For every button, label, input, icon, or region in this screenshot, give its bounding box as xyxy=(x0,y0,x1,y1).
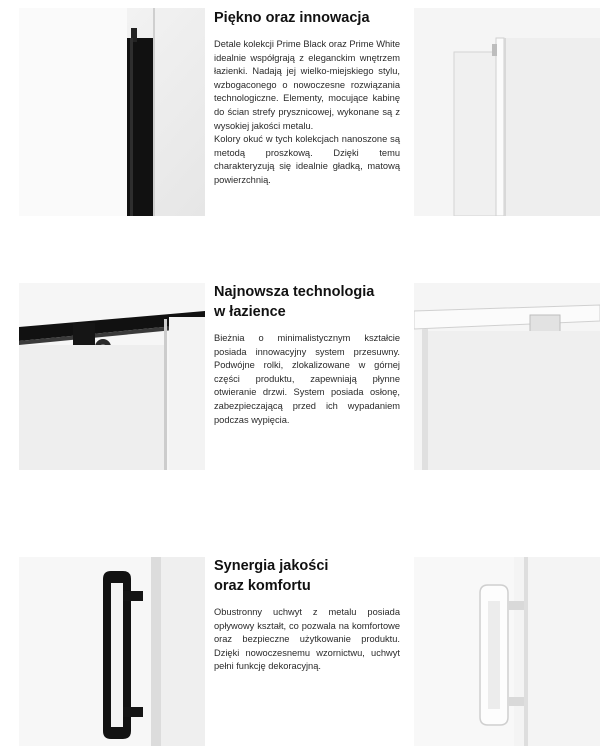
black-profile-photo xyxy=(19,8,205,216)
black-roller-photo xyxy=(19,283,205,470)
section-2-text xyxy=(214,282,400,427)
section-3-heading: Synergia jakości oraz komfortu xyxy=(214,558,329,594)
white-roller-photo xyxy=(414,283,600,470)
section-3-paragraph: Obustronny uchwyt z metalu posiada opływowy kształt, co pozwala na komfortowe oraz bezpieczne użytkowanie produktu. Dzięki nowoczesnemu wzornictwu, uchwyt pełni funkcję dekoracyjną. xyxy=(214,607,400,672)
section-1-paragraph: Detale kolekcji Prime Black oraz Prime White idealnie współgrają z eleganckim wnętrzem łazienki. Nadają jej wielko-miejskiego stylu, wzbogaconego o nowoczesne rozwiązania technologiczne. Elementy, mocujące kabinę do ścian strefy prysznicowej, wykonane są z wysokiej jakości metalu. xyxy=(214,39,400,131)
section-2-heading: Najnowsza technologia w łazience xyxy=(214,284,375,320)
section-3-body xyxy=(214,606,400,674)
white-handle-photo xyxy=(414,557,600,746)
section-1-text xyxy=(214,8,400,188)
black-handle-photo xyxy=(19,557,205,746)
section-3-text xyxy=(214,556,400,674)
white-profile-photo xyxy=(414,8,600,216)
section-1-heading: Piękno oraz innowacja xyxy=(214,10,370,26)
section-2-paragraph: Bieżnia o minimalistycznym kształcie posiada innowacyjny system przesuwny. Podwójne rolki, zlokalizowane w górnej części produktu, zapewniają płynne otwieranie drzwi. System posiada osłonę, zabezpieczającą przed ich wypadaniem podczas wypięcia. xyxy=(214,333,400,425)
section-1-paragraph: Kolory okuć w tych kolekcjach nanoszone są metodą proszkową. Dzięki temu charakteryzują się idealnie gładką, matową powierzchnią. xyxy=(214,134,400,185)
section-1-body xyxy=(214,38,400,188)
section-2-body xyxy=(214,332,400,427)
